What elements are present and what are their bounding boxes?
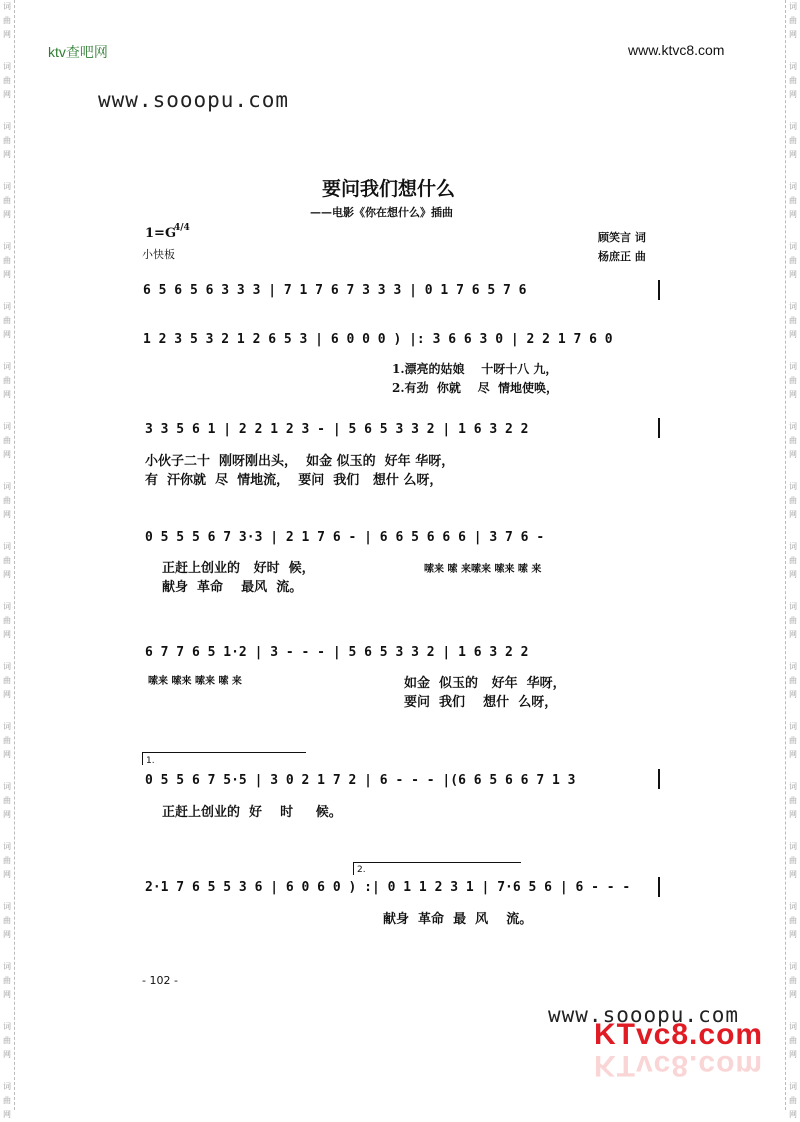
margin-watermark-glyph: 词 曲 网 <box>789 362 797 399</box>
margin-watermark-glyph: 词 曲 网 <box>3 182 11 219</box>
margin-watermark-glyph: 词 曲 网 <box>789 242 797 279</box>
margin-watermark-glyph: 词 曲 网 <box>789 602 797 639</box>
margin-watermark-glyph: 词 曲 网 <box>3 962 11 999</box>
margin-watermark-glyph: 词 曲 网 <box>3 1082 11 1119</box>
margin-watermark-glyph: 词 曲 网 <box>3 242 11 279</box>
margin-watermark-glyph: 词 曲 网 <box>789 902 797 939</box>
lyricist-credit: 顾笑言 词 <box>598 231 646 244</box>
score-line-5-lyrics-verse-2: 要问 我们 想什 么呀， <box>404 695 558 710</box>
composer-credit: 杨庶正 曲 <box>598 250 646 263</box>
watermark-logo: KTvc8.com <box>594 1018 764 1051</box>
volta-1-bracket <box>142 752 306 765</box>
margin-watermark-glyph: 词 曲 网 <box>789 1022 797 1059</box>
time-signature: 4/4 <box>174 223 190 233</box>
margin-watermark-glyph: 词 曲 网 <box>789 422 797 459</box>
tempo-marking: 小快板 <box>142 248 175 261</box>
score-line-4-lyrics-verse-2: 献身 革命 最风 流。 <box>162 580 303 595</box>
score-line-5-notes: 6 7 7 6 5 1·2 | 3 - - - | 5 6 5 3 3 2 | 1 6 3 2 2 <box>145 645 529 660</box>
score-line-2-lyrics-verse-2: 2.有劲 你就 尽 情地使唤， <box>392 381 558 395</box>
score-line-1-notes: 6 5 6 5 6 3 3 3 | 7 1 7 6 7 3 3 3 | 0 1 7 6 5 7 6 <box>143 283 527 298</box>
margin-watermark-glyph: 词 曲 网 <box>789 302 797 339</box>
margin-watermark-glyph: 词 曲 网 <box>789 482 797 519</box>
volta-2-bracket <box>353 862 521 875</box>
volta-1-label: 1. <box>146 756 155 766</box>
score-line-6-lyrics: 正赶上创业的 好 时 候。 <box>162 805 342 820</box>
margin-watermark-glyph: 词 曲 网 <box>789 542 797 579</box>
key-signature: 1=G <box>145 226 177 241</box>
margin-watermark-glyph: 词 曲 网 <box>3 722 11 759</box>
margin-watermark-glyph: 词 曲 网 <box>3 662 11 699</box>
barline <box>658 280 660 300</box>
margin-watermark-glyph: 词 曲 网 <box>789 842 797 879</box>
margin-watermark-glyph: 词 曲 网 <box>789 722 797 759</box>
score-line-4-notes: 0 5 5 5 6 7 3·3 | 2 1 7 6 - | 6 6 5 6 6 6 | 3 7 6 - <box>145 530 545 545</box>
page-number: - 102 - <box>142 974 178 987</box>
header-site-name[interactable]: ktv查吧网 <box>48 44 108 60</box>
margin-watermark-glyph: 词 曲 网 <box>3 122 11 159</box>
margin-watermark-glyph: 词 曲 网 <box>3 602 11 639</box>
margin-watermark-glyph: 词 曲 网 <box>3 842 11 879</box>
score-line-3-notes: 3 3 5 6 1 | 2 2 1 2 3 - | 5 6 5 3 3 2 | 1 6 3 2 2 <box>145 422 529 437</box>
score-line-3-lyrics-verse-1: 小伙子二十 刚呀刚出头， 如金 似玉的 好年 华呀， <box>145 454 455 469</box>
watermark-bottom-url: www.sooopu.com <box>548 1003 740 1027</box>
margin-watermark-glyph: 词 曲 网 <box>3 782 11 819</box>
score-line-5-lyrics-syllables: 嗦来 嗦来 嗦来 嗦 来 <box>148 676 242 687</box>
header-site-url[interactable]: www.ktvc8.com <box>628 42 725 58</box>
margin-watermark-glyph: 词 曲 网 <box>789 962 797 999</box>
song-subtitle: ——电影《你在想什么》插曲 <box>310 206 453 219</box>
margin-watermark-glyph: 词 曲 网 <box>789 662 797 699</box>
margin-watermark-glyph: 词 曲 网 <box>3 62 11 99</box>
score-line-2-lyrics-verse-1: 1.漂亮的姑娘 十呀十八 九， <box>392 362 558 376</box>
volta-2-label: 2. <box>357 865 366 875</box>
score-line-6-notes: 0 5 5 6 7 5·5 | 3 0 2 1 7 2 | 6 - - - |(6 6 5 6 6 7 1 3 <box>145 773 576 788</box>
margin-watermark-glyph: 词 曲 网 <box>3 422 11 459</box>
margin-watermark-glyph: 词 曲 网 <box>3 542 11 579</box>
score-line-5-lyrics-verse-1: 如金 似玉的 好年 华呀， <box>404 676 566 691</box>
margin-watermark-glyph: 词 曲 网 <box>3 482 11 519</box>
margin-watermark-glyph: 词 曲 网 <box>789 1082 797 1119</box>
margin-watermark-glyph: 词 曲 网 <box>3 302 11 339</box>
margin-watermark-glyph: 词 曲 网 <box>3 1022 11 1059</box>
barline <box>658 877 660 897</box>
song-title: 要问我们想什么 <box>322 178 456 200</box>
margin-watermark-glyph: 词 曲 网 <box>789 182 797 219</box>
score-line-7-notes: 2·1 7 6 5 5 3 6 | 6 0 6 0 ) :| 0 1 1 2 3 1 | 7·6 5 6 | 6 - - - <box>145 880 631 895</box>
margin-watermark-glyph: 词 曲 网 <box>789 782 797 819</box>
margin-watermark-glyph: 词 曲 网 <box>789 2 797 39</box>
watermark-top-url: www.sooopu.com <box>98 88 290 112</box>
margin-watermark-glyph: 词 曲 网 <box>3 362 11 399</box>
watermark-logo-reflection: KTvc8.com <box>594 1049 764 1082</box>
margin-watermark-glyph: 词 曲 网 <box>789 122 797 159</box>
barline <box>658 769 660 789</box>
score-line-4-lyrics-syllables: 嗦来 嗦 来嗦来 嗦来 嗦 来 <box>424 564 542 575</box>
margin-watermark-glyph: 词 曲 网 <box>3 902 11 939</box>
score-line-2-notes: 1 2 3 5 3 2 1 2 6 5 3 | 6 0 0 0 ) |: 3 6 6 3 0 | 2 2 1 7 6 0 <box>143 332 613 347</box>
barline <box>658 418 660 438</box>
score-line-7-lyrics: 献身 革命 最 风 流。 <box>383 912 533 927</box>
margin-watermark-glyph: 词 曲 网 <box>3 2 11 39</box>
margin-watermark-glyph: 词 曲 网 <box>789 62 797 99</box>
score-line-4-lyrics-verse-1: 正赶上创业的 好时 候， <box>162 561 315 576</box>
score-line-3-lyrics-verse-2: 有 汗你就 尽 情地流， 要问 我们 想什 么呀， <box>145 473 443 488</box>
